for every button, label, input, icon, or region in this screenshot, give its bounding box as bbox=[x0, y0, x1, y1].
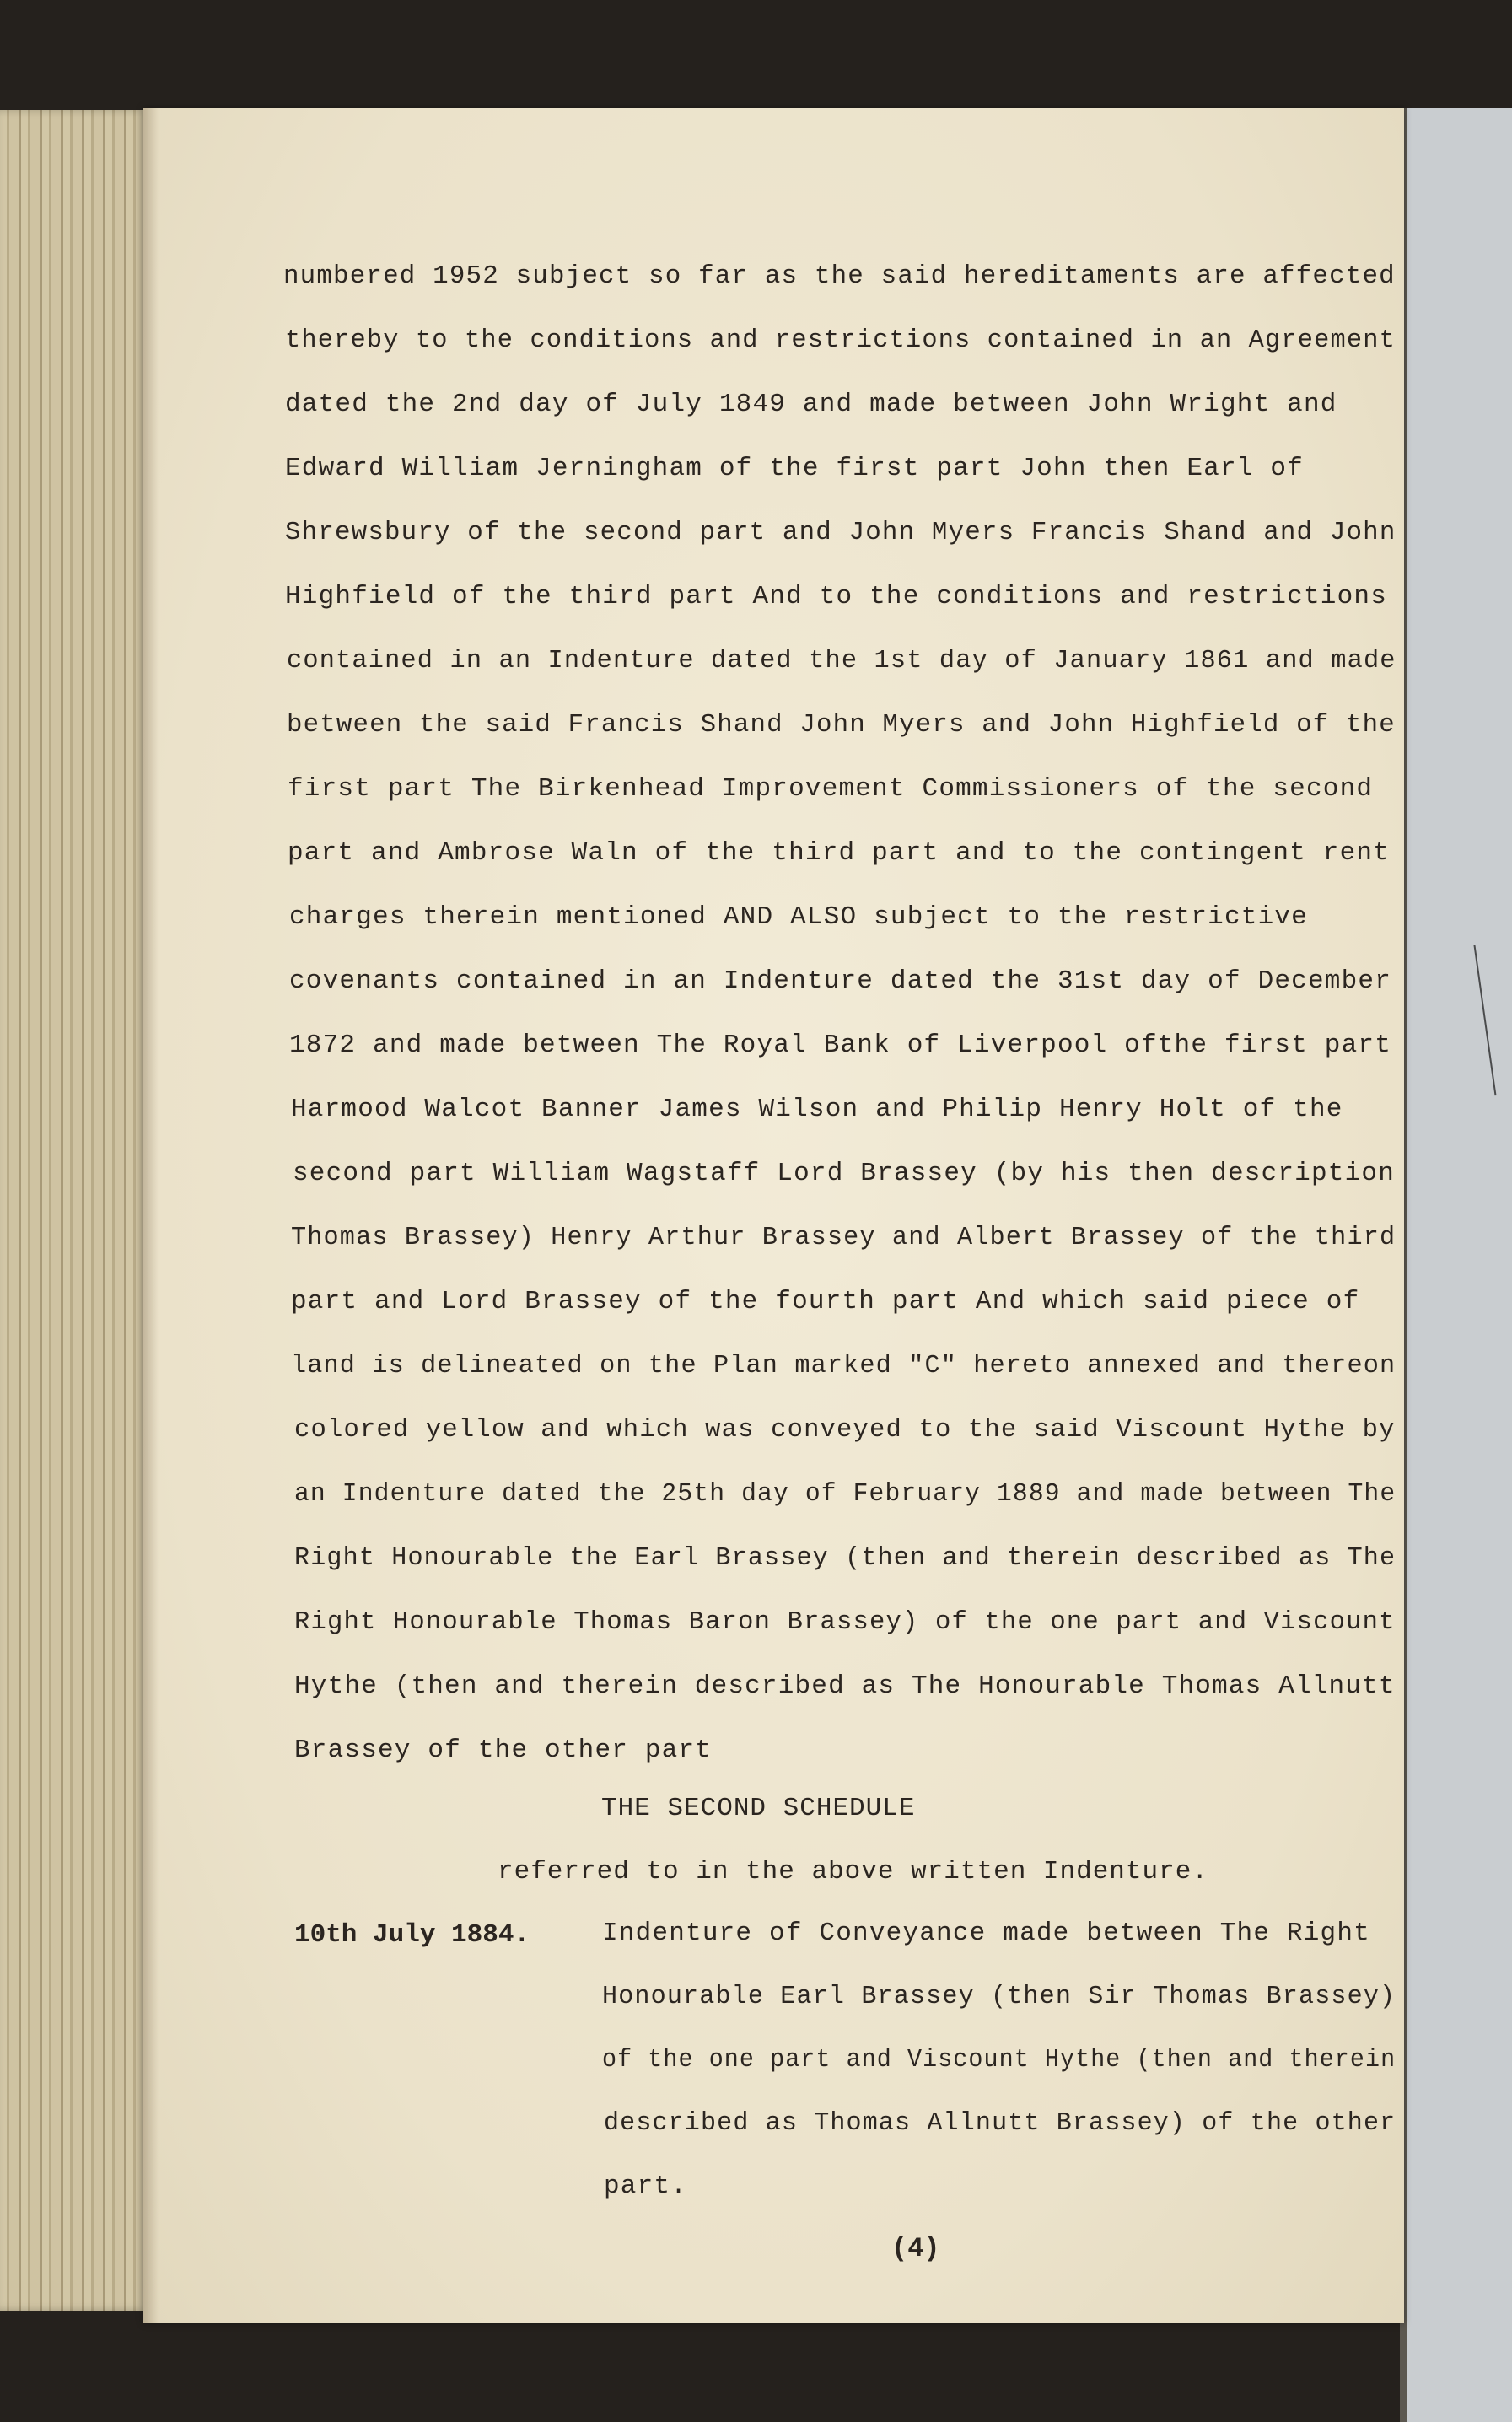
schedule-entry-line: of the one part and Viscount Hythe (then and therein bbox=[602, 2045, 1396, 2075]
body-line: Right Honourable the Earl Brassey (then and therein described as The bbox=[294, 1543, 1396, 1573]
schedule-subtitle: referred to in the above written Indenture. bbox=[498, 1857, 1208, 1886]
page-number: (4) bbox=[891, 2233, 940, 2264]
schedule-entry-line: described as Thomas Allnutt Brassey) of the other bbox=[604, 2108, 1396, 2138]
body-line: Shrewsbury of the second part and John Myers Francis Shand and John bbox=[285, 518, 1396, 547]
body-line: colored yellow and which was conveyed to the said Viscount Hythe by bbox=[294, 1415, 1396, 1445]
body-line: Thomas Brassey) Henry Arthur Brassey and Albert Brassey of the third bbox=[291, 1223, 1396, 1252]
body-line: land is delineated on the Plan marked "C" hereto annexed and thereon bbox=[291, 1351, 1396, 1381]
body-line: Edward William Jerningham of the first part John then Earl of bbox=[285, 454, 1304, 483]
body-line: Highfield of the third part And to the conditions and restrictions bbox=[285, 582, 1387, 611]
body-line: covenants contained in an Indenture dated the 31st day of December bbox=[289, 966, 1391, 996]
body-line: second part William Wagstaff Lord Brassey (by his then description bbox=[293, 1159, 1395, 1188]
body-line: Right Honourable Thomas Baron Brassey) of the one part and Viscount bbox=[294, 1607, 1396, 1637]
body-line: charges therein mentioned AND ALSO subject to the restrictive bbox=[289, 902, 1308, 932]
body-line: between the said Francis Shand John Myers and John Highfield of the bbox=[287, 710, 1396, 740]
book-page-edges bbox=[0, 110, 148, 2311]
schedule-entry-line: Indenture of Conveyance made between The Right bbox=[602, 1919, 1370, 1948]
body-line: numbered 1952 subject so far as the said hereditaments are affected bbox=[283, 261, 1396, 291]
body-line: an Indenture dated the 25th day of February 1889 and made between The bbox=[294, 1479, 1396, 1509]
body-line: Hythe (then and therein described as The Honourable Thomas Allnutt bbox=[294, 1671, 1396, 1701]
schedule-entry-line: part. bbox=[604, 2172, 688, 2201]
body-line: contained in an Indenture dated the 1st day of January 1861 and made bbox=[287, 646, 1396, 675]
body-line: first part The Birkenhead Improvement Commissioners of the second bbox=[288, 774, 1374, 804]
body-line: Brassey of the other part bbox=[294, 1736, 713, 1765]
body-line: part and Ambrose Waln of the third part and to the contingent rent bbox=[288, 838, 1390, 868]
schedule-entry-line: Honourable Earl Brassey (then Sir Thomas Brassey) bbox=[602, 1982, 1396, 2011]
body-line: 1872 and made between The Royal Bank of Liverpool ofthe first part bbox=[289, 1031, 1391, 1060]
body-line: dated the 2nd day of July 1849 and made between John Wright and bbox=[285, 390, 1337, 419]
page-gutter-shade bbox=[143, 108, 159, 2323]
body-line: thereby to the conditions and restrictions contained in an Agreement bbox=[285, 326, 1396, 355]
schedule-title: THE SECOND SCHEDULE bbox=[601, 1794, 916, 1823]
schedule-entry-date: 10th July 1884. bbox=[294, 1920, 530, 1950]
body-line: Harmood Walcot Banner James Wilson and Philip Henry Holt of the bbox=[291, 1095, 1343, 1124]
book-cover-edge bbox=[1400, 108, 1512, 2422]
body-line: part and Lord Brassey of the fourth part And which said piece of bbox=[291, 1287, 1360, 1316]
